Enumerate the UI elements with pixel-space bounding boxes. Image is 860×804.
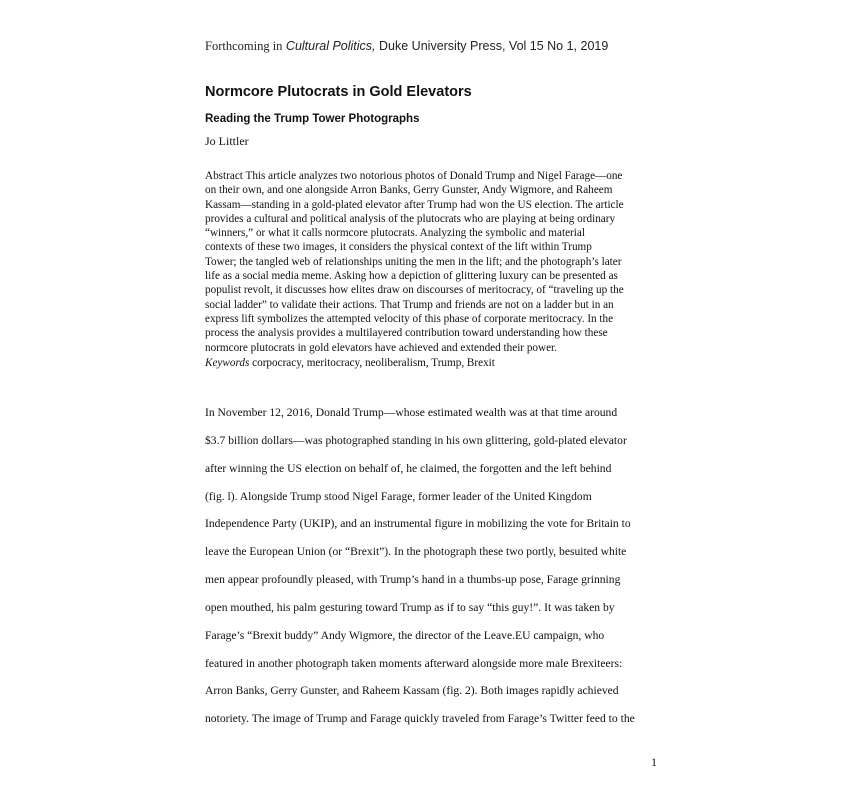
abstract-line: on their own, and one alongside Arron Banks, Gerry Gunster, Andy Wigmore, and Raheem (205, 184, 613, 197)
abstract-line: Tower; the tangled web of relationships uniting the men in the lift; and the photograph’s later (205, 255, 622, 268)
abstract-line: normcore plutocrats in gold elevators have achieved and extended their power. (205, 341, 557, 354)
body-line: (fig. l). Alongside Trump stood Nigel Farage, former leader of the United Kingdom (205, 489, 592, 503)
article-subtitle: Reading the Trump Tower Photographs (205, 113, 420, 125)
abstract-line: “winners,” or what it calls normcore plutocrats. Analyzing the symbolic and material (205, 227, 585, 240)
abstract-line: life as a social media meme. Asking how a depiction of glittering luxury can be presented as (205, 270, 618, 283)
body-line: featured in another photograph taken moments afterward alongside more male Brexiteers: (205, 656, 623, 670)
body-line: $3.7 billion dollars—was photographed standing in his own glittering, gold-plated elevator (205, 433, 627, 447)
abstract-line: Abstract This article analyzes two notorious photos of Donald Trump and Nigel Farage—one (205, 170, 623, 182)
abstract-line: populist revolt, it discusses how elites draw on discourses of meritocracy, of “traveling up the (205, 284, 624, 297)
article-title: Normcore Plutocrats in Gold Elevators (205, 84, 472, 100)
abstract-line: Kassam—standing in a gold-plated elevator after Trump had won the US election. The article (205, 198, 624, 211)
header-prefix: Forthcoming in (205, 39, 283, 53)
body-line: men appear profoundly pleased, with Trump’s hand in a thumbs-up pose, Farage grinning (205, 573, 621, 587)
body-line: leave the European Union (or “Brexit”). In the photograph these two portly, besuited white (205, 545, 627, 559)
body-line: Independence Party (UKIP), and an instrumental figure in mobilizing the vote for Britain to (205, 517, 631, 531)
keywords-text: corpocracy, meritocracy, neoliberalism, Trump, Brexit (252, 357, 495, 369)
journal-name: Cultural Politics, (285, 39, 376, 53)
running-header (205, 39, 608, 54)
body-line: after winning the US election on behalf of, he claimed, the forgotten and the left behind (205, 461, 612, 475)
body-line: open mouthed, his palm gesturing toward Trump as if to say “this guy!”. It was taken by (205, 600, 615, 614)
keywords-label: Keywords (205, 357, 250, 369)
author-name: Jo Littler (205, 134, 249, 148)
body-line: Farage’s “Brexit buddy” Andy Wigmore, the director of the Leave.EU campaign, who (205, 628, 605, 642)
abstract-line: process the analysis provides a multilayered contribution toward understanding how these (205, 327, 608, 340)
body-line: notoriety. The image of Trump and Farage quickly traveled from Farage’s Twitter feed to the (205, 712, 635, 726)
page-number: 1 (651, 755, 657, 769)
abstract-line: social ladder” to validate their actions. That Trump and friends are not on a ladder but in an (205, 298, 614, 311)
body-text (205, 406, 665, 740)
abstract-line: provides a cultural and political analysis of the plutocrats who are playing at being ordinary (205, 212, 616, 225)
abstract-line: express lift symbolizes the attempted velocity of this phase of corporate meritocracy. In the (205, 312, 614, 325)
abstract-line: contexts of these two images, it considers the physical context of the lift within Trump (205, 241, 592, 254)
keywords (205, 357, 495, 369)
abstract (205, 169, 661, 355)
body-line: Arron Banks, Gerry Gunster, and Raheem Kassam (fig. 2). Both images rapidly achieved (205, 684, 619, 698)
header-suffix: Duke University Press, Vol 15 No 1, 2019 (379, 39, 609, 53)
body-line: In November 12, 2016, Donald Trump—whose estimated wealth was at that time around (205, 406, 618, 419)
